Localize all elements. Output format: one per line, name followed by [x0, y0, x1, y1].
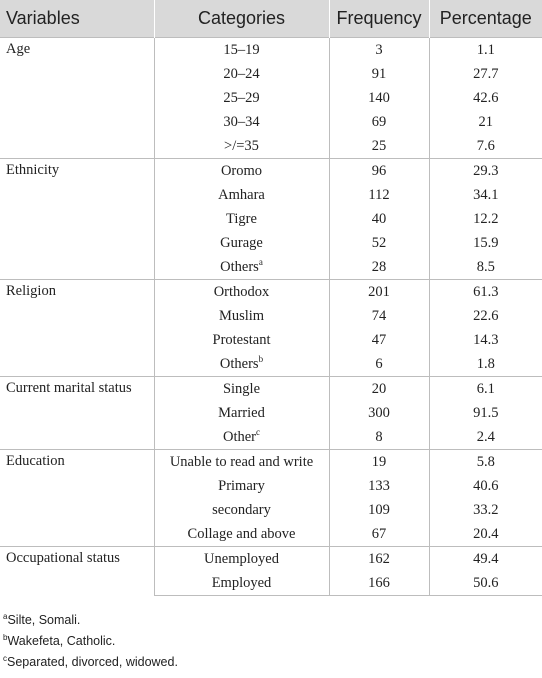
percentage-cell: 7.6 — [429, 134, 542, 159]
frequency-cell: 133 — [329, 474, 429, 498]
variable-cell: Age — [0, 38, 154, 159]
category-cell — [154, 474, 329, 498]
percentage-cell: 33.2 — [429, 498, 542, 522]
frequency-cell: 67 — [329, 522, 429, 547]
category-cell — [154, 547, 329, 572]
category-label: Others — [220, 258, 259, 275]
footnotes — [3, 610, 178, 673]
category-cell — [154, 522, 329, 547]
category-cell — [154, 425, 329, 450]
percentage-cell: 34.1 — [429, 183, 542, 207]
category-label: Oromo — [220, 162, 263, 179]
footnote-marker: b — [258, 353, 264, 364]
percentage-cell: 49.4 — [429, 547, 542, 572]
frequency-cell: 201 — [329, 280, 429, 305]
category-cell — [154, 352, 329, 377]
percentage-cell: 20.4 — [429, 522, 542, 547]
table-row — [0, 38, 542, 63]
category-cell — [154, 207, 329, 231]
footnote — [3, 631, 178, 652]
category-label: Muslim — [218, 307, 265, 324]
category-label: Single — [222, 380, 261, 397]
table-row — [0, 280, 542, 305]
category-cell — [154, 110, 329, 134]
footnote-text: Silte, Somali. — [7, 613, 81, 627]
category-cell — [154, 255, 329, 280]
category-cell — [154, 183, 329, 207]
footnote-marker: a — [258, 256, 263, 267]
category-cell — [154, 401, 329, 425]
category-cell — [154, 377, 329, 402]
frequency-cell: 20 — [329, 377, 429, 402]
table-row — [0, 377, 542, 402]
category-label: 20–24 — [223, 65, 260, 82]
category-cell — [154, 498, 329, 522]
footnote — [3, 652, 178, 673]
category-cell — [154, 328, 329, 352]
percentage-cell: 21 — [429, 110, 542, 134]
variable-cell: Education — [0, 450, 154, 547]
header-percentage: Percentage — [429, 0, 542, 38]
category-label: Employed — [211, 574, 272, 591]
frequency-cell: 140 — [329, 86, 429, 110]
percentage-cell: 50.6 — [429, 571, 542, 596]
category-label: 30–34 — [223, 113, 260, 130]
category-label: Unable to read and write — [169, 453, 314, 470]
footnote-text: Wakefeta, Catholic. — [7, 634, 116, 648]
header-frequency: Frequency — [329, 0, 429, 38]
header-variables: Variables — [0, 0, 154, 38]
percentage-cell: 14.3 — [429, 328, 542, 352]
frequency-cell: 19 — [329, 450, 429, 475]
percentage-cell: 22.6 — [429, 304, 542, 328]
category-label: >/=35 — [224, 137, 259, 154]
frequency-cell: 28 — [329, 255, 429, 280]
footnote-marker: c — [256, 426, 260, 437]
footnote-text: Separated, divorced, widowed. — [7, 655, 178, 669]
frequency-cell: 91 — [329, 62, 429, 86]
category-label: Other — [222, 428, 256, 445]
frequency-cell: 74 — [329, 304, 429, 328]
footnote-mark: c — [3, 653, 7, 663]
percentage-cell: 15.9 — [429, 231, 542, 255]
percentage-cell: 12.2 — [429, 207, 542, 231]
percentage-cell: 27.7 — [429, 62, 542, 86]
percentage-cell: 91.5 — [429, 401, 542, 425]
category-cell — [154, 450, 329, 475]
footnote-mark: b — [3, 632, 8, 642]
header-categories: Categories — [154, 0, 329, 38]
footnote — [3, 610, 178, 631]
category-cell — [154, 571, 329, 596]
variable-cell: Occupational status — [0, 547, 154, 596]
category-cell — [154, 231, 329, 255]
category-label: Protestant — [212, 331, 271, 348]
percentage-cell: 40.6 — [429, 474, 542, 498]
percentage-cell: 8.5 — [429, 255, 542, 280]
category-label: Others — [219, 355, 259, 372]
percentage-cell: 6.1 — [429, 377, 542, 402]
frequency-cell: 96 — [329, 159, 429, 184]
variable-cell: Current marital status — [0, 377, 154, 450]
frequency-cell: 300 — [329, 401, 429, 425]
category-label: secondary — [212, 501, 271, 518]
category-label: Married — [218, 404, 265, 421]
category-label: Orthodox — [213, 283, 270, 300]
percentage-cell: 1.8 — [429, 352, 542, 377]
category-label: Primary — [218, 477, 265, 494]
category-cell — [154, 280, 329, 305]
variable-cell: Religion — [0, 280, 154, 377]
category-cell — [154, 38, 329, 63]
table-header — [0, 0, 542, 38]
percentage-cell: 2.4 — [429, 425, 542, 450]
category-cell — [154, 304, 329, 328]
category-label: Gurage — [220, 234, 263, 251]
frequency-cell: 112 — [329, 183, 429, 207]
frequency-cell: 47 — [329, 328, 429, 352]
frequency-cell: 109 — [329, 498, 429, 522]
percentage-cell: 1.1 — [429, 38, 542, 63]
percentage-cell: 5.8 — [429, 450, 542, 475]
category-cell — [154, 134, 329, 159]
frequency-cell: 166 — [329, 571, 429, 596]
table-row — [0, 450, 542, 475]
frequency-cell: 69 — [329, 110, 429, 134]
frequency-cell: 25 — [329, 134, 429, 159]
category-label: Collage and above — [187, 525, 296, 542]
category-label: 15–19 — [223, 41, 260, 58]
category-cell — [154, 62, 329, 86]
category-label: 25–29 — [223, 89, 260, 106]
frequency-cell: 162 — [329, 547, 429, 572]
category-label: Amhara — [218, 186, 265, 203]
table-body — [0, 38, 542, 596]
category-label: Tigre — [226, 210, 257, 227]
percentage-cell: 61.3 — [429, 280, 542, 305]
table-row — [0, 159, 542, 184]
frequency-cell: 8 — [329, 425, 429, 450]
category-cell — [154, 86, 329, 110]
header-row — [0, 0, 542, 38]
category-cell — [154, 159, 329, 184]
percentage-cell: 29.3 — [429, 159, 542, 184]
table-row — [0, 547, 542, 572]
category-label: Unemployed — [204, 550, 279, 567]
frequency-cell: 52 — [329, 231, 429, 255]
frequency-cell: 3 — [329, 38, 429, 63]
frequency-cell: 40 — [329, 207, 429, 231]
footnote-mark: a — [3, 611, 8, 621]
percentage-cell: 42.6 — [429, 86, 542, 110]
variable-cell: Ethnicity — [0, 159, 154, 280]
frequency-cell: 6 — [329, 352, 429, 377]
